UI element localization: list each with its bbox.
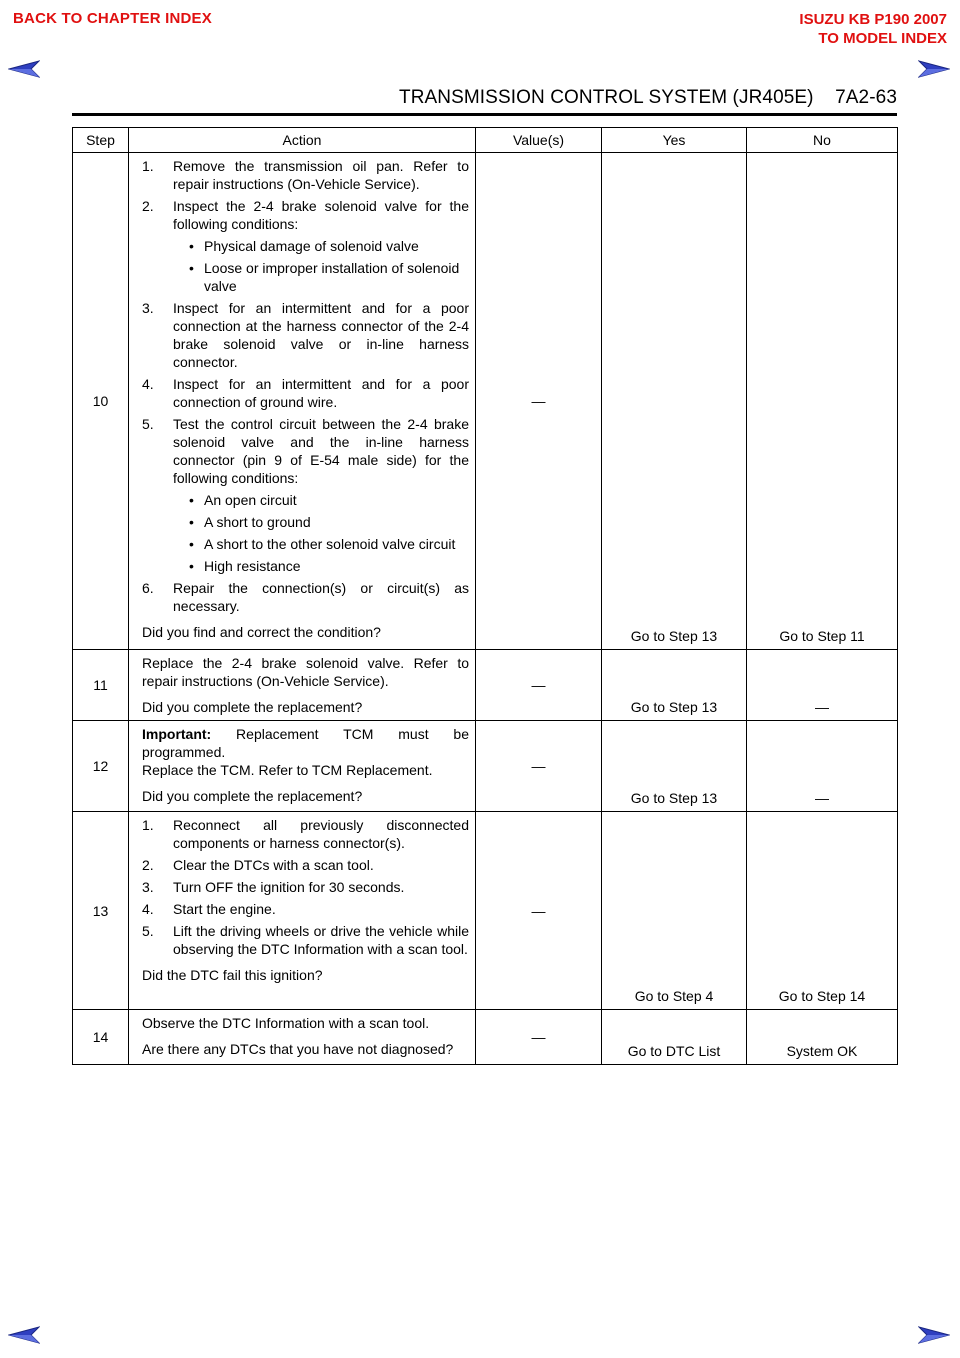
yes-cell: Go to Step 13 [602, 153, 747, 650]
header-rule [72, 113, 897, 116]
next-page-arrow-icon[interactable] [918, 60, 950, 78]
table-row-step-12 [73, 721, 898, 812]
list-item: 5. Test the control circuit between the 2-4 brake solenoid valve and the in-line harness connector (pin 9 of E-54 male side) for the following conditions: • An open circuit • A short to ground • A short to the other solenoid valve circuit • High resistance [142, 416, 469, 574]
action-cell [129, 153, 476, 650]
no-cell: Go to Step 11 [747, 153, 898, 650]
value-cell: — [476, 812, 602, 1010]
to-model-index-link[interactable]: TO MODEL INDEX [818, 30, 947, 47]
header-action: Action [129, 128, 476, 153]
value-cell: — [476, 650, 602, 721]
header-step: Step [73, 128, 129, 153]
no-cell: System OK [747, 1010, 898, 1065]
list-item: 3. Inspect for an intermittent and for a poor connection at the harness connector of the 2-4 brake solenoid valve or in-line harness connector. [142, 300, 469, 370]
table-row-step-14 [73, 1010, 898, 1065]
bullet-item: • High resistance [189, 558, 301, 574]
list-item: 3. Turn OFF the ignition for 30 seconds. [142, 879, 405, 895]
step-number: 14 [73, 1010, 129, 1065]
diagnostic-table [72, 127, 898, 1065]
bullet-item: • Loose or improper installation of solenoid valve [189, 260, 460, 294]
bullet-item: • Physical damage of solenoid valve [189, 238, 419, 254]
step-number: 10 [73, 153, 129, 650]
list-item: 1. Reconnect all previously disconnected components or harness connector(s). [142, 817, 469, 851]
action-cell [129, 721, 476, 812]
step-number: 11 [73, 650, 129, 721]
model-links [799, 10, 947, 48]
header-value: Value(s) [476, 128, 602, 153]
action-text: Observe the DTC Information with a scan tool. [142, 1015, 430, 1031]
model-name-link[interactable]: ISUZU KB P190 2007 [799, 11, 947, 28]
list-item: 4. Inspect for an intermittent and for a poor connection of ground wire. [142, 376, 469, 410]
list-item: 2. Inspect the 2-4 brake solenoid valve for the following conditions: • Physical damage of solenoid valve • Loose or improper installation of solenoid valve [142, 198, 469, 294]
step-number: 12 [73, 721, 129, 812]
bullet-item: • A short to the other solenoid valve circuit [189, 536, 456, 552]
yes-cell: Go to DTC List [602, 1010, 747, 1065]
question-text: Are there any DTCs that you have not diagnosed? [142, 1041, 454, 1057]
bullet-item: • A short to ground [189, 514, 311, 530]
important-note: Important: Replacement TCM must be programmed. [142, 726, 469, 760]
action-cell [129, 650, 476, 721]
value-cell: — [476, 1010, 602, 1065]
value-cell: — [476, 721, 602, 812]
question-text: Did you find and correct the condition? [142, 624, 381, 640]
no-cell: — [747, 650, 898, 721]
no-cell: Go to Step 14 [747, 812, 898, 1010]
question-text: Did you complete the replacement? [142, 788, 363, 804]
header-yes: Yes [602, 128, 747, 153]
prev-page-arrow-icon[interactable] [8, 60, 40, 78]
yes-cell: Go to Step 4 [602, 812, 747, 1010]
list-item: 4. Start the engine. [142, 901, 276, 917]
list-item: 6. Repair the connection(s) or circuit(s) as necessary. [142, 580, 469, 614]
question-text: Did you complete the replacement? [142, 699, 363, 715]
step-number: 13 [73, 812, 129, 1010]
prev-page-arrow-bottom-icon[interactable] [8, 1326, 40, 1344]
bullet-item: • An open circuit [189, 492, 297, 508]
yes-cell: Go to Step 13 [602, 650, 747, 721]
table-row-step-10 [73, 153, 898, 650]
action-text: Replace the 2-4 brake solenoid valve. Refer to repair instructions (On-Vehicle Service). [142, 655, 469, 689]
table-row-step-13 [73, 812, 898, 1010]
page-title: TRANSMISSION CONTROL SYSTEM (JR405E) 7A2-63 [398, 87, 897, 108]
question-text: Did the DTC fail this ignition? [142, 967, 323, 983]
list-item: 5. Lift the driving wheels or drive the vehicle while observing the DTC Information with a scan tool. [142, 923, 469, 957]
yes-cell: Go to Step 13 [602, 721, 747, 812]
value-cell: — [476, 153, 602, 650]
header-no: No [747, 128, 898, 153]
action-text: Replace the TCM. Refer to TCM Replacement. [142, 762, 433, 778]
back-to-chapter-index-link[interactable]: BACK TO CHAPTER INDEX [13, 10, 212, 27]
action-cell [129, 1010, 476, 1065]
action-cell [129, 812, 476, 1010]
next-page-arrow-bottom-icon[interactable] [918, 1326, 950, 1344]
list-item: 1. Remove the transmission oil pan. Refer to repair instructions (On-Vehicle Service). [142, 158, 469, 192]
table-row-step-11 [73, 650, 898, 721]
page-header [72, 86, 897, 116]
list-item: 2. Clear the DTCs with a scan tool. [142, 857, 374, 873]
table-header-row [73, 128, 898, 153]
no-cell: — [747, 721, 898, 812]
